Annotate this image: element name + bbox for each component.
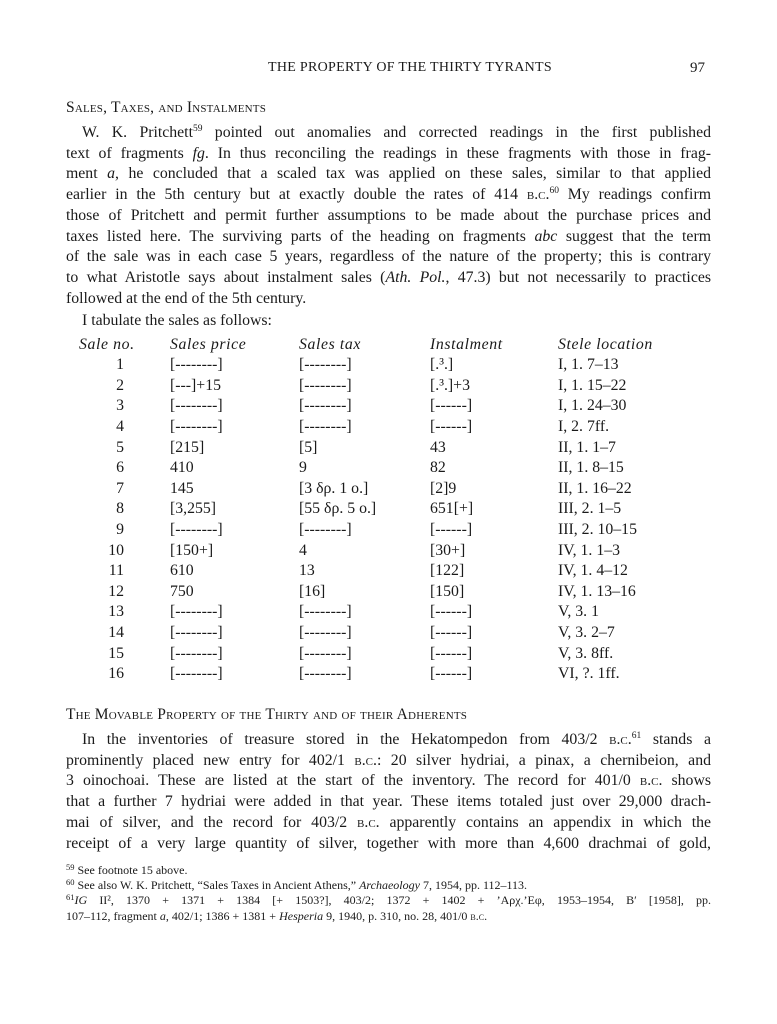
table-row [66, 540, 708, 561]
cell-sale-no: 6 [116, 459, 124, 477]
cell-sale-no: 2 [116, 376, 124, 394]
cell-stele-location: IV, 1. 4–12 [558, 562, 628, 580]
text-line: mai of silver, and the record for 403/2 b.c. apparently contains an appendix in which the [66, 813, 712, 831]
cell-sales-tax: 9 [299, 459, 307, 477]
cell-sale-no: 16 [108, 665, 124, 683]
cell-instalment: 82 [430, 459, 446, 477]
table-row [66, 623, 708, 644]
footnote-61: $^{61}$IG II², 1370 + 1371 + 1384 [+ 1503?], 403/2; 1372 + 1402 + ’Aρχ.’Eφ, 1953–1954, B′ [1958], pp. [66, 892, 711, 908]
table-row [66, 417, 708, 438]
cell-sales-price: [215] [170, 438, 205, 456]
cell-instalment: [------] [430, 665, 473, 683]
cell-instalment: [------] [430, 521, 473, 539]
text-line: I tabulate the sales as follows: [82, 312, 272, 329]
table-row [66, 520, 708, 541]
table-row [66, 396, 708, 417]
cell-sales-price: [--------] [170, 665, 223, 683]
text-line: receipt of a very large quantity of silver, together with more than 4,600 drachmai of gold, [66, 834, 711, 852]
cell-sales-price: 610 [170, 562, 194, 580]
cell-stele-location: IV, 1. 1–3 [558, 541, 621, 559]
cell-sales-tax: [--------] [299, 418, 352, 436]
cell-sales-tax: [--------] [299, 624, 352, 642]
text-line: followed at the end of the 5th century. [66, 289, 307, 307]
table-row [66, 602, 708, 623]
cell-instalment: [150] [430, 582, 465, 600]
footnote-60: $^{60}$ See also W. K. Pritchett, “Sales Taxes in Ancient Athens,” Archaeology 7, 1954, pp. 112–113. [66, 877, 528, 893]
cell-sale-no: 11 [108, 562, 124, 580]
page-number: 97 [690, 60, 705, 76]
cell-sales-price: 750 [170, 582, 194, 600]
cell-instalment: [------] [430, 624, 473, 642]
cell-stele-location: I, 2. 7ff. [558, 418, 610, 436]
section-heading-sales-taxes: Sales, Taxes, and Instalments [66, 99, 267, 116]
text-line: of the sale was in each case 5 years, regardless of the nature of the property; this is contrary [66, 248, 711, 266]
cell-sales-tax: [55 δρ. 5 ο.] [299, 500, 377, 518]
text-line: taxes listed here. The surviving parts of the heading on fragments abc suggest that the term [66, 227, 711, 245]
cell-sales-price: [--------] [170, 356, 223, 374]
paragraph-tabulate [66, 311, 711, 332]
cell-sales-tax: [5] [299, 438, 318, 456]
cell-sale-no: 3 [116, 397, 124, 415]
cell-sale-no: 15 [108, 644, 124, 662]
cell-sales-tax: [--------] [299, 397, 352, 415]
paragraph-hekatompedon [66, 730, 711, 854]
cell-sales-price: 145 [170, 479, 194, 497]
header-sales-tax: Sales tax [299, 336, 361, 353]
cell-instalment: [------] [430, 644, 473, 662]
cell-sales-tax: [--------] [299, 376, 352, 394]
cell-sales-price: [150+] [170, 541, 214, 559]
cell-sales-price: [--------] [170, 418, 223, 436]
footnotes [66, 863, 711, 924]
text-line: In the inventories of treasure stored in the Hekatompedon from 403/2 b.c.$^{61}$ stands a [82, 731, 711, 748]
cell-sales-tax: [3 δρ. 1 ο.] [299, 479, 369, 497]
cell-sale-no: 5 [116, 438, 124, 456]
cell-sales-price: [---]+15 [170, 376, 222, 394]
cell-sales-tax: [--------] [299, 521, 352, 539]
cell-sale-no: 9 [116, 521, 124, 539]
text-line: text of fragments fg. In thus reconciling the readings in these fragments with those in frag- [66, 144, 711, 162]
text-line: that a further 7 hydriai were added in that year. These items totaled just over 29,000 drach- [66, 793, 711, 811]
section-heading-movable-property: The Movable Property of the Thirty and of their Adherents [66, 706, 468, 723]
table-header-row [66, 335, 708, 355]
cell-sales-tax: [--------] [299, 356, 352, 374]
running-head: THE PROPERTY OF THE THIRTY TYRANTS [268, 60, 552, 75]
cell-instalment: [------] [430, 603, 473, 621]
cell-sales-tax: [--------] [299, 644, 352, 662]
cell-instalment: 651[+] [430, 500, 474, 518]
cell-sales-price: [--------] [170, 603, 223, 621]
text-line: earlier in the 5th century but at exactly double the rates of 414 b.c.$^{60}$ My readings confirm [66, 186, 711, 204]
cell-sale-no: 4 [116, 418, 124, 436]
cell-stele-location: I, 1. 15–22 [558, 376, 627, 394]
text-line: those of Pritchett and permit further assumptions to be made about the purchase prices and [66, 206, 711, 224]
cell-sales-tax: 13 [299, 562, 315, 580]
cell-sales-price: [--------] [170, 624, 223, 642]
cell-instalment: [------] [430, 397, 473, 415]
cell-stele-location: II, 1. 16–22 [558, 479, 632, 497]
cell-sale-no: 1 [116, 356, 124, 374]
sales-table [66, 335, 708, 685]
cell-instalment: 43 [430, 438, 446, 456]
paragraph-pritchett [66, 123, 711, 309]
footnote-ref-61[interactable]: 61 [631, 731, 642, 741]
cell-stele-location: VI, ?. 1ff. [558, 665, 620, 683]
table-row [66, 643, 708, 664]
cell-stele-location: I, 1. 24–30 [558, 397, 627, 415]
cell-instalment: [.³.]+3 [430, 376, 470, 394]
cell-stele-location: V, 3. 2–7 [558, 624, 615, 642]
text-line: 3 oinochoai. These are listed at the start of the inventory. The record for 401/0 b.c. shows [66, 772, 711, 790]
header-instalment: Instalment [430, 336, 503, 353]
cell-instalment: [2]9 [430, 479, 457, 497]
cell-stele-location: V, 3. 8ff. [558, 644, 614, 662]
cell-stele-location: II, 1. 1–7 [558, 438, 616, 456]
cell-sale-no: 12 [108, 582, 124, 600]
table-row [66, 479, 708, 500]
cell-stele-location: V, 3. 1 [558, 603, 599, 621]
table-row [66, 458, 708, 479]
header-stele-location: Stele location [558, 336, 653, 353]
cell-sales-tax: [16] [299, 582, 326, 600]
cell-sale-no: 10 [108, 541, 124, 559]
cell-sales-tax: 4 [299, 541, 307, 559]
table-row [66, 376, 708, 397]
table-row [66, 499, 708, 520]
cell-stele-location: III, 2. 1–5 [558, 500, 622, 518]
cell-instalment: [.³.] [430, 356, 454, 374]
table-row [66, 355, 708, 376]
text-line: prominently placed new entry for 402/1 b.c.: 20 silver hydriai, a pinax, a chernibeion, and [66, 751, 711, 769]
text-line: ment a, he concluded that a scaled tax was applied on these sales, similar to that applied [66, 165, 711, 183]
cell-instalment: [30+] [430, 541, 466, 559]
cell-stele-location: IV, 1. 13–16 [558, 582, 636, 600]
cell-sales-price: 410 [170, 459, 194, 477]
footnote-61-continued: 107–112, fragment a, 402/1; 1386 + 1381 + Hesperia 9, 1940, p. 310, no. 28, 401/0 b.c. [66, 908, 488, 923]
text-line: to what Aristotle says about instalment sales (Ath. Pol., 47.3) but not necessarily to practices [66, 268, 711, 286]
cell-sales-price: [3,255] [170, 500, 217, 518]
cell-sale-no: 7 [116, 479, 124, 497]
cell-instalment: [122] [430, 562, 465, 580]
cell-stele-location: I, 1. 7–13 [558, 356, 619, 374]
cell-sales-price: [--------] [170, 644, 223, 662]
cell-stele-location: II, 1. 8–15 [558, 459, 624, 477]
footnote-ref-59[interactable]: 59 [192, 124, 203, 134]
table-row [66, 664, 708, 685]
table-row [66, 561, 708, 582]
cell-sales-tax: [--------] [299, 665, 352, 683]
cell-stele-location: III, 2. 10–15 [558, 521, 637, 539]
header-sales-price: Sales price [170, 336, 247, 353]
cell-sales-price: [--------] [170, 397, 223, 415]
footnote-ref-60[interactable]: 60 [549, 186, 559, 197]
cell-instalment: [------] [430, 418, 473, 436]
cell-sales-tax: [--------] [299, 603, 352, 621]
cell-sale-no: 8 [116, 500, 124, 518]
header-sale-no: Sale no. [79, 336, 135, 353]
text-line: W. K. Pritchett$^{59}$ pointed out anomalies and corrected readings in the first published [82, 124, 711, 141]
table-row [66, 582, 708, 603]
cell-sale-no: 14 [108, 624, 124, 642]
table-row [66, 437, 708, 458]
footnote-59: $^{59}$ See footnote 15 above. [66, 862, 188, 877]
cell-sale-no: 13 [108, 603, 124, 621]
cell-sales-price: [--------] [170, 521, 223, 539]
